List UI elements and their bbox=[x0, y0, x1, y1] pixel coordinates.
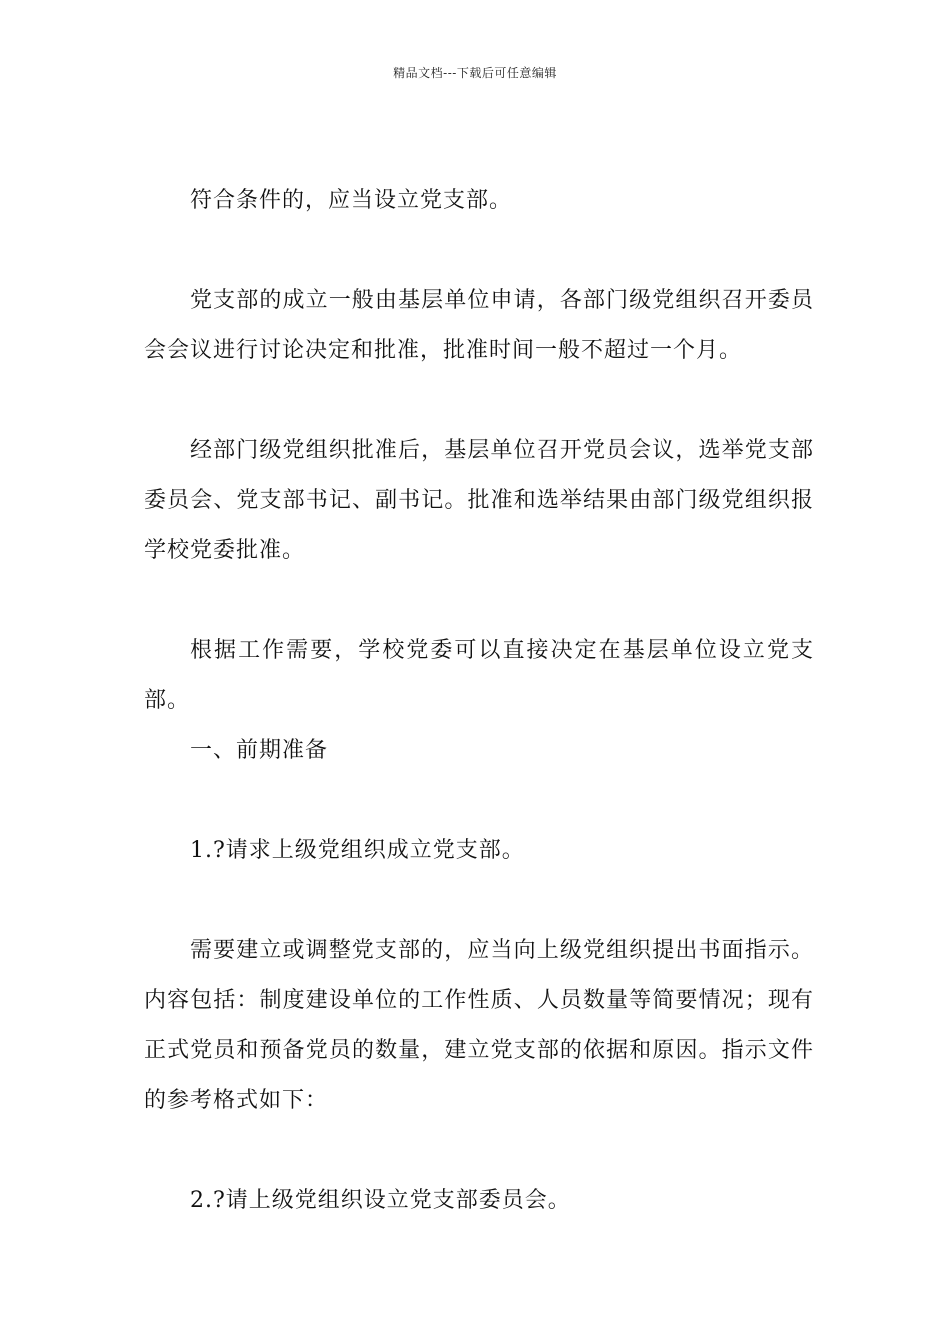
paragraph-1: 符合条件的，应当设立党支部。 bbox=[190, 188, 513, 213]
list-item-2: 2.?请上级党组织设立党支部委员会。 bbox=[190, 1188, 571, 1213]
page-header: 精品文档---下载后可任意编辑 bbox=[393, 66, 557, 80]
list-item-1: 1.?请求上级党组织成立党支部。 bbox=[190, 838, 525, 863]
paragraph-3: 经部门级党组织批准后，基层单位召开党员会议，选举党支部委员会、党支部书记、副书记。批准和选举结果由部门级党组织报学校党委批准。 bbox=[144, 438, 814, 563]
paragraph-5: 需要建立或调整党支部的，应当向上级党组织提出书面指示。内容包括：制度建设单位的工作性质、人员数量等简要情况；现有正式党员和预备党员的数量，建立党支部的依据和原因。指示文件的参考格式如下： bbox=[144, 938, 814, 1113]
paragraph-4: 根据工作需要，学校党委可以直接决定在基层单位设立党支部。 bbox=[144, 638, 814, 713]
paragraph-2: 党支部的成立一般由基层单位申请，各部门级党组织召开委员会会议进行讨论决定和批准，批准时间一般不超过一个月。 bbox=[144, 288, 814, 363]
section-heading: 一、前期准备 bbox=[190, 738, 329, 763]
